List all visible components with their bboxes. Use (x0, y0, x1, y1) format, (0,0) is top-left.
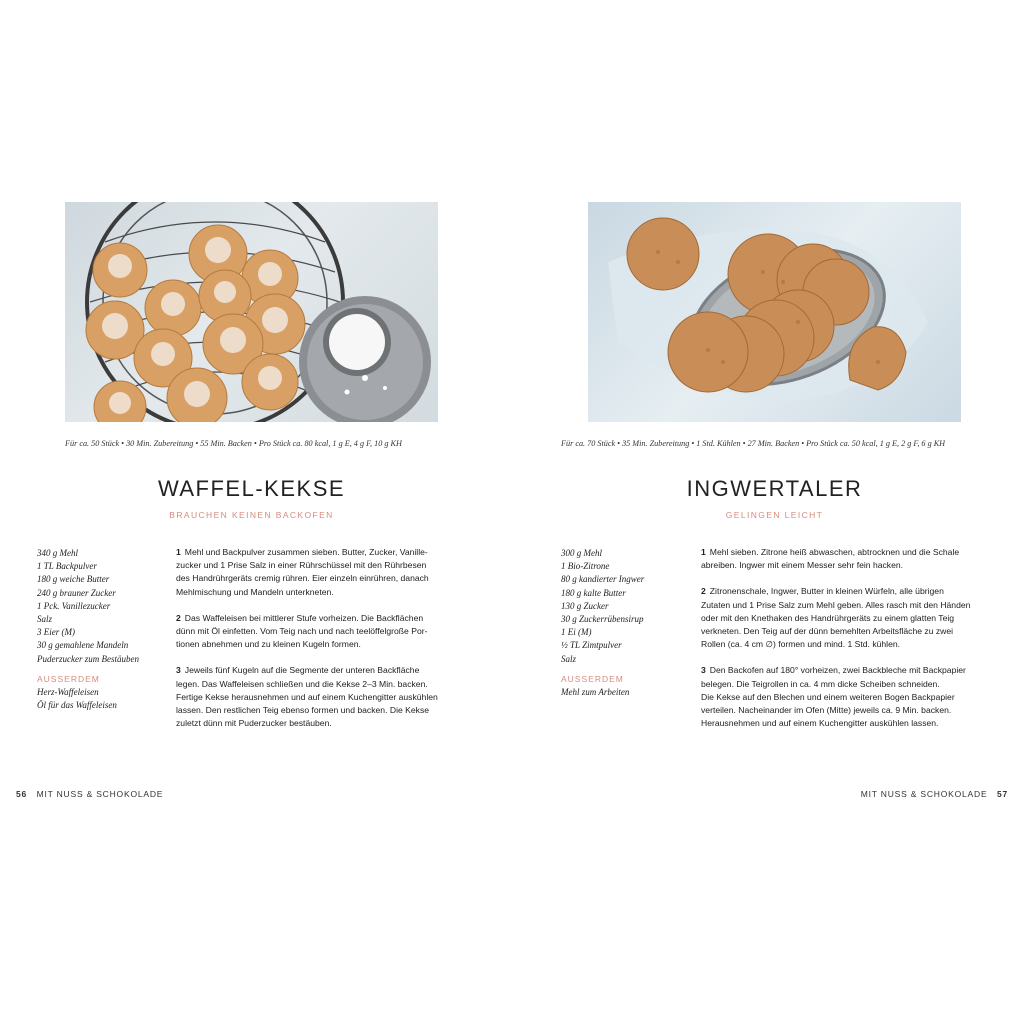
recipe-subtitle: BRAUCHEN KEINEN BACKOFEN (169, 510, 334, 520)
step-text: lassen. Den restlichen Teig ebenso formen und backen. Die Kekse (176, 705, 430, 716)
page-number: 56 (16, 789, 28, 799)
step-text: Zitronenschale, Ingwer, Butter in kleinen Würfeln, alle übrigen (709, 586, 944, 597)
ingredient-item: 130 g Zucker (561, 600, 609, 611)
page-number: 57 (996, 789, 1008, 799)
extra-item: Öl für das Waffeleisen (37, 700, 117, 711)
recipe-title: INGWERTALER (686, 476, 863, 501)
step-text: tionen abnehmen und zu kleinen Kugeln formen. (176, 639, 361, 650)
step-text: Mehl sieben. Zitrone heiß abwaschen, abtrocknen und die Schale (709, 547, 960, 557)
step-number: 2 (701, 586, 706, 597)
ingredient-item: 1 TL Backpulver (37, 561, 97, 572)
step-text: Rollen (ca. 4 cm ∅) formen und mind. 1 Std. kühlen. (701, 639, 901, 650)
step-text: Jeweils fünf Kugeln auf die Segmente der unteren Backfläche (184, 665, 420, 676)
step-number: 1 (701, 547, 706, 557)
ingredient-item: 180 g kalte Butter (561, 587, 626, 598)
instruction-steps (701, 546, 987, 743)
step-number: 1 (176, 547, 181, 557)
step-text: verteilen. Nacheinander im Ofen (Mitte) jeweils ca. 9 Min. backen. (701, 705, 952, 716)
step-text: oder mit den Knethaken des Handrührgeräts zu einem glatten Teig (701, 612, 955, 623)
step-text: Den Backofen auf 180° vorheizen, zwei Backbleche mit Backpapier (709, 665, 966, 676)
step-number: 2 (176, 612, 181, 623)
step-text: abreiben. Ingwer mit einem Messer sehr fein hacken. (701, 560, 904, 571)
recipe-meta: Für ca. 50 Stück • 30 Min. Zubereitung • 55 Min. Backen • Pro Stück ca. 80 kcal, 1 g E, 4 g F, 10 g KH (65, 439, 402, 448)
ingredient-item: 340 g Mehl (37, 548, 78, 558)
extra-item: Herz-Waffeleisen (37, 687, 99, 698)
page-footer-left (16, 789, 163, 799)
ingredient-item: 3 Eier (M) (37, 627, 75, 638)
step-text: Herausnehmen und auf einem Kuchengitter auskühlen lassen. (701, 718, 939, 729)
step-text: Mehlmischung und Mandeln unterkneten. (176, 586, 334, 597)
instruction-steps (176, 546, 462, 743)
ingredient-item: 240 g brauner Zucker (37, 587, 116, 598)
extras-label: AUSSERDEM (37, 673, 100, 684)
step (701, 546, 987, 572)
step-text: Zutaten und 1 Prise Salz zum Mehl geben. Alles rasch mit den Händen (701, 599, 971, 610)
step-text: Das Waffeleisen bei mittlerer Stufe vorheizen. Die Backflächen (184, 612, 424, 623)
extra-item: Mehl zum Arbeiten (561, 687, 630, 698)
step-text: des Handrührgeräts cremig rühren. Eier einzeln einrühren, danach (176, 573, 429, 584)
recipe-subtitle: GELINGEN LEICHT (725, 510, 824, 520)
ginger-cookies-photo (588, 202, 961, 422)
ingredient-item: 1 Ei (M) (561, 627, 592, 638)
ingredient-item: 1 Bio-Zitrone (561, 561, 610, 572)
step-number: 3 (176, 665, 181, 676)
ingredient-item: Puderzucker zum Bestäuben (37, 653, 139, 664)
extras-label: AUSSERDEM (561, 673, 624, 684)
step-text: belegen. Die Teigrollen in ca. 4 mm dicke Scheiben schneiden. (701, 678, 940, 689)
step-text: Die Kekse auf den Blechen und einem weiteren Bogen Backpapier (701, 691, 955, 702)
step-text: verkneten. Den Teig auf der dünn bemehlten Arbeitsfläche zu zwei (701, 626, 954, 637)
ingredient-item: 30 g Zuckerrübensirup (561, 614, 644, 625)
ingredient-item: 300 g Mehl (561, 548, 602, 558)
step (701, 585, 987, 651)
step (176, 664, 462, 730)
ingredient-item: Salz (561, 653, 577, 664)
section-name: MIT NUSS & SCHOKOLADE (36, 789, 164, 799)
waffle-cookies-photo (65, 202, 438, 422)
ingredient-item: 180 g weiche Butter (37, 574, 110, 585)
step-text: legen. Das Waffeleisen schließen und die Kekse 2–3 Min. backen. (176, 678, 428, 689)
ingredient-item: Salz (37, 614, 53, 625)
step-text: Fertige Kekse herausnehmen und auf einem Kuchengitter auskühlen (176, 691, 438, 702)
recipe-meta: Für ca. 70 Stück • 35 Min. Zubereitung • 1 Std. Kühlen • 27 Min. Backen • Pro Stück ca. 50 kcal, 1 g E, 2 g F, 6 g KH (561, 439, 946, 448)
ingredient-item: 1 Pck. Vanillezucker (37, 600, 111, 611)
step-text: zucker und 1 Prise Salz in einer Rührschüssel mit den Rührbesen (176, 560, 427, 571)
ingredient-list (561, 547, 691, 699)
ingredient-list (37, 547, 167, 712)
step-text: dünn mit Öl einfetten. Vom Teig nach und nach teelöffelgroße Por- (176, 626, 428, 637)
step (176, 612, 462, 652)
ingredient-item: 30 g gemahlene Mandeln (37, 640, 129, 651)
ingredient-item: ½ TL Zimtpulver (561, 640, 622, 651)
recipe-title: WAFFEL-KEKSE (157, 476, 346, 501)
page-footer-right (861, 789, 1008, 799)
step-text: Mehl und Backpulver zusammen sieben. Butter, Zucker, Vanille- (184, 547, 428, 557)
ingredient-item: 80 g kandierter Ingwer (561, 574, 645, 585)
step (176, 546, 462, 599)
step-number: 3 (701, 665, 706, 676)
section-name: MIT NUSS & SCHOKOLADE (860, 789, 988, 799)
step-text: zuletzt dünn mit Puderzucker bestäuben. (176, 718, 332, 729)
step (701, 664, 987, 730)
